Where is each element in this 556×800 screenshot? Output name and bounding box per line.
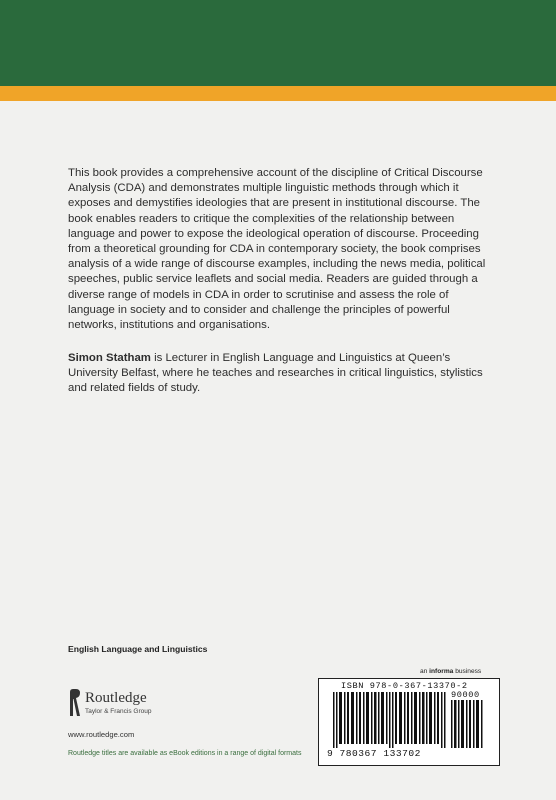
informa-business-label <box>420 668 481 675</box>
author-name: Simon Statham <box>68 352 151 364</box>
author-bio <box>68 351 496 397</box>
ebook-note: Routledge titles are available as eBook editions in a range of digital formats <box>68 750 302 757</box>
informa-brand: informa <box>429 668 454 675</box>
isbn-number: ISBN 978-0-367-13370-2 <box>341 681 468 691</box>
routledge-logo <box>68 688 188 728</box>
ean-digits: 9 780367 133702 <box>327 748 421 759</box>
informa-prefix: an <box>420 668 430 675</box>
author-bio-text: is Lecturer in English Language and Linguistics at Queen’s University Belfast, where he teaches and researches in critical linguistics, stylistics and related fields of study. <box>68 352 483 395</box>
series-subject: English Language and Linguistics <box>68 644 208 654</box>
publisher-group: Taylor & Francis Group <box>85 708 152 715</box>
barcode-bars-icon <box>333 692 483 748</box>
publisher-url[interactable]: www.routledge.com <box>68 730 135 739</box>
routledge-mark-icon <box>68 688 82 718</box>
book-description: This book provides a comprehensive account of the discipline of Critical Discourse Analysis (CDA) and demonstrates multiple linguistic methods through which it exposes and demystifies ideologies that are present in institutional discourse. The book enables readers to critique the complexities of the relationship between language and power to expose the ideological operation of discourse. Proceeding from a theoretical grounding for CDA in contemporary society, the book comprises analysis of a wide range of discourse examples, including the news media, political speeches, public service leaflets and social media. Readers are guided through a diverse range of models in CDA in order to scrutinise and assess the role of language in society and to consider and challenge the principles of powerful networks, institutions and organisations. <box>68 167 486 332</box>
publisher-name: Routledge <box>85 690 147 706</box>
top-green-band <box>0 0 556 86</box>
informa-suffix: business <box>453 668 482 675</box>
price-addon-code: 90000 <box>451 690 480 700</box>
top-orange-stripe <box>0 86 556 101</box>
isbn-barcode <box>318 678 500 766</box>
